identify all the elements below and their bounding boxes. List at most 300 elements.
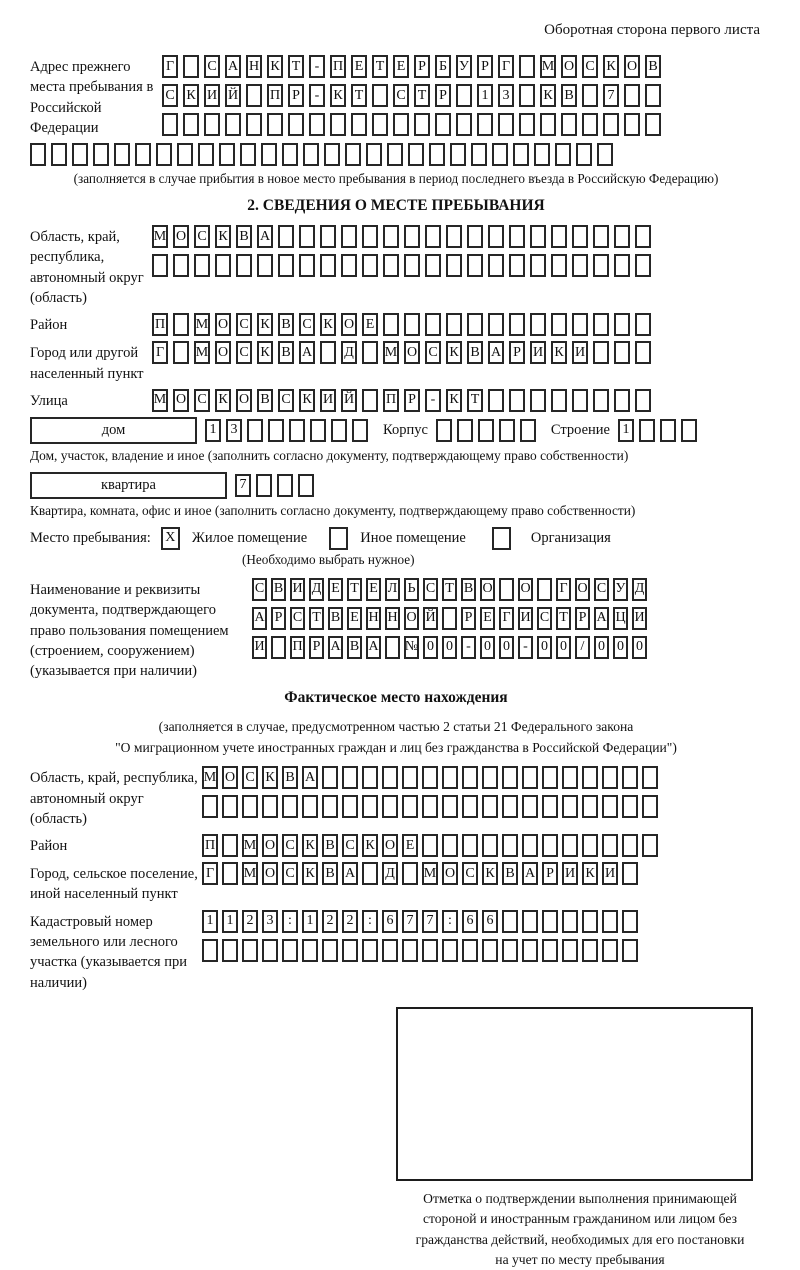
char-box[interactable]: П bbox=[290, 636, 305, 659]
char-box[interactable]: Е bbox=[402, 834, 418, 857]
char-box[interactable]: В bbox=[502, 862, 518, 885]
char-box[interactable] bbox=[488, 389, 504, 412]
char-box[interactable] bbox=[362, 389, 378, 412]
char-box[interactable] bbox=[639, 419, 655, 442]
char-box[interactable]: С bbox=[252, 578, 267, 601]
char-box[interactable] bbox=[602, 795, 618, 818]
char-box[interactable] bbox=[562, 766, 578, 789]
char-box[interactable] bbox=[488, 254, 504, 277]
char-box[interactable] bbox=[551, 389, 567, 412]
char-box[interactable] bbox=[624, 113, 640, 136]
char-box[interactable]: О bbox=[624, 55, 640, 78]
char-box[interactable]: - bbox=[461, 636, 476, 659]
char-box[interactable] bbox=[383, 313, 399, 336]
char-box[interactable] bbox=[442, 939, 458, 962]
char-box[interactable]: К bbox=[302, 834, 318, 857]
char-box[interactable] bbox=[352, 419, 368, 442]
char-box[interactable]: О bbox=[404, 341, 420, 364]
char-box[interactable] bbox=[502, 795, 518, 818]
char-box[interactable] bbox=[446, 313, 462, 336]
char-box[interactable]: Г bbox=[162, 55, 178, 78]
char-box[interactable]: В bbox=[347, 636, 362, 659]
char-box[interactable] bbox=[242, 939, 258, 962]
char-box[interactable]: С bbox=[537, 607, 552, 630]
char-box[interactable]: К bbox=[482, 862, 498, 885]
char-box[interactable] bbox=[30, 143, 46, 166]
char-box[interactable]: Т bbox=[347, 578, 362, 601]
char-box[interactable]: С bbox=[236, 313, 252, 336]
char-box[interactable] bbox=[622, 766, 638, 789]
char-box[interactable]: И bbox=[290, 578, 305, 601]
char-box[interactable]: О bbox=[173, 225, 189, 248]
char-box[interactable]: 7 bbox=[402, 910, 418, 933]
char-box[interactable] bbox=[345, 143, 361, 166]
char-box[interactable] bbox=[635, 341, 651, 364]
char-box[interactable]: И bbox=[204, 84, 220, 107]
char-box[interactable]: Й bbox=[225, 84, 241, 107]
char-box[interactable]: 6 bbox=[462, 910, 478, 933]
char-box[interactable] bbox=[602, 834, 618, 857]
char-box[interactable]: И bbox=[632, 607, 647, 630]
char-box[interactable] bbox=[603, 113, 619, 136]
char-box[interactable]: Р bbox=[309, 636, 324, 659]
char-box[interactable] bbox=[436, 419, 452, 442]
char-box[interactable]: 1 bbox=[205, 419, 221, 442]
char-box[interactable] bbox=[408, 143, 424, 166]
char-box[interactable] bbox=[278, 225, 294, 248]
char-box[interactable]: Т bbox=[442, 578, 457, 601]
char-box[interactable]: 0 bbox=[613, 636, 628, 659]
char-box[interactable] bbox=[446, 254, 462, 277]
char-box[interactable]: Ь bbox=[404, 578, 419, 601]
char-box[interactable]: 1 bbox=[222, 910, 238, 933]
char-box[interactable]: Т bbox=[414, 84, 430, 107]
char-box[interactable]: А bbox=[328, 636, 343, 659]
char-box[interactable]: Б bbox=[435, 55, 451, 78]
char-box[interactable]: М bbox=[242, 834, 258, 857]
char-box[interactable]: И bbox=[572, 341, 588, 364]
char-box[interactable]: Г bbox=[556, 578, 571, 601]
char-box[interactable] bbox=[262, 939, 278, 962]
char-box[interactable] bbox=[457, 419, 473, 442]
char-box[interactable]: А bbox=[252, 607, 267, 630]
char-box[interactable] bbox=[582, 795, 598, 818]
char-box[interactable]: Г bbox=[498, 55, 514, 78]
char-box[interactable] bbox=[660, 419, 676, 442]
char-box[interactable]: К bbox=[320, 313, 336, 336]
char-box[interactable] bbox=[322, 939, 338, 962]
char-box[interactable] bbox=[342, 766, 358, 789]
char-box[interactable] bbox=[555, 143, 571, 166]
char-box[interactable]: О bbox=[341, 313, 357, 336]
char-box[interactable]: Р bbox=[404, 389, 420, 412]
char-box[interactable] bbox=[642, 766, 658, 789]
char-box[interactable] bbox=[402, 939, 418, 962]
char-box[interactable] bbox=[488, 313, 504, 336]
char-box[interactable] bbox=[330, 113, 346, 136]
char-box[interactable] bbox=[520, 419, 536, 442]
char-box[interactable]: Т bbox=[556, 607, 571, 630]
char-box[interactable] bbox=[152, 254, 168, 277]
char-box[interactable]: М bbox=[242, 862, 258, 885]
char-box[interactable]: Е bbox=[347, 607, 362, 630]
char-box[interactable]: 7 bbox=[603, 84, 619, 107]
char-box[interactable] bbox=[302, 795, 318, 818]
char-box[interactable] bbox=[351, 113, 367, 136]
char-box[interactable]: П bbox=[152, 313, 168, 336]
char-box[interactable]: В bbox=[271, 578, 286, 601]
char-box[interactable]: К bbox=[257, 341, 273, 364]
char-box[interactable]: : bbox=[282, 910, 298, 933]
char-box[interactable]: - bbox=[309, 55, 325, 78]
char-box[interactable] bbox=[303, 143, 319, 166]
char-box[interactable]: В bbox=[328, 607, 343, 630]
char-box[interactable]: № bbox=[404, 636, 419, 659]
char-box[interactable]: О bbox=[561, 55, 577, 78]
char-box[interactable] bbox=[519, 113, 535, 136]
char-box[interactable] bbox=[442, 834, 458, 857]
char-box[interactable] bbox=[341, 254, 357, 277]
char-box[interactable] bbox=[593, 389, 609, 412]
char-box[interactable] bbox=[542, 910, 558, 933]
char-box[interactable] bbox=[387, 143, 403, 166]
char-box[interactable]: В bbox=[461, 578, 476, 601]
char-box[interactable]: О bbox=[575, 578, 590, 601]
char-box[interactable]: И bbox=[530, 341, 546, 364]
char-box[interactable] bbox=[362, 795, 378, 818]
char-box[interactable] bbox=[456, 113, 472, 136]
char-box[interactable] bbox=[383, 225, 399, 248]
char-box[interactable]: С bbox=[462, 862, 478, 885]
char-box[interactable]: А bbox=[522, 862, 538, 885]
char-box[interactable] bbox=[635, 389, 651, 412]
char-box[interactable]: К bbox=[446, 341, 462, 364]
char-box[interactable] bbox=[513, 143, 529, 166]
char-box[interactable]: В bbox=[467, 341, 483, 364]
char-box[interactable]: И bbox=[602, 862, 618, 885]
char-box[interactable] bbox=[446, 225, 462, 248]
char-box[interactable]: 2 bbox=[342, 910, 358, 933]
char-box[interactable] bbox=[247, 419, 263, 442]
char-box[interactable]: 0 bbox=[423, 636, 438, 659]
char-box[interactable] bbox=[302, 939, 318, 962]
char-box[interactable]: В bbox=[278, 313, 294, 336]
char-box[interactable] bbox=[534, 143, 550, 166]
char-box[interactable] bbox=[622, 910, 638, 933]
char-box[interactable] bbox=[522, 939, 538, 962]
char-box[interactable]: 1 bbox=[618, 419, 634, 442]
char-box[interactable] bbox=[562, 939, 578, 962]
char-box[interactable]: Р bbox=[477, 55, 493, 78]
char-box[interactable] bbox=[551, 225, 567, 248]
char-box[interactable]: М bbox=[194, 313, 210, 336]
char-box[interactable] bbox=[256, 474, 272, 497]
char-box[interactable]: 2 bbox=[322, 910, 338, 933]
char-box[interactable] bbox=[482, 939, 498, 962]
char-box[interactable]: К bbox=[551, 341, 567, 364]
char-box[interactable] bbox=[422, 766, 438, 789]
char-box[interactable] bbox=[622, 795, 638, 818]
char-box[interactable]: М bbox=[152, 389, 168, 412]
char-box[interactable]: Е bbox=[351, 55, 367, 78]
char-box[interactable] bbox=[645, 84, 661, 107]
char-box[interactable]: А bbox=[302, 766, 318, 789]
char-box[interactable] bbox=[215, 254, 231, 277]
char-box[interactable] bbox=[530, 313, 546, 336]
char-box[interactable]: Р bbox=[461, 607, 476, 630]
char-box[interactable] bbox=[593, 341, 609, 364]
char-box[interactable]: П bbox=[383, 389, 399, 412]
char-box[interactable] bbox=[320, 225, 336, 248]
char-box[interactable]: Г bbox=[499, 607, 514, 630]
char-box[interactable] bbox=[372, 113, 388, 136]
char-box[interactable] bbox=[614, 313, 630, 336]
char-box[interactable] bbox=[635, 225, 651, 248]
char-box[interactable] bbox=[268, 419, 284, 442]
char-box[interactable]: С bbox=[236, 341, 252, 364]
char-box[interactable] bbox=[222, 862, 238, 885]
house-type-box[interactable]: дом bbox=[30, 417, 197, 444]
char-box[interactable]: П bbox=[330, 55, 346, 78]
char-box[interactable]: Р bbox=[509, 341, 525, 364]
char-box[interactable] bbox=[299, 254, 315, 277]
char-box[interactable] bbox=[435, 113, 451, 136]
char-box[interactable] bbox=[261, 143, 277, 166]
char-box[interactable]: Е bbox=[366, 578, 381, 601]
char-box[interactable]: О bbox=[404, 607, 419, 630]
char-box[interactable] bbox=[425, 254, 441, 277]
char-box[interactable] bbox=[402, 766, 418, 789]
char-box[interactable] bbox=[173, 341, 189, 364]
char-box[interactable]: А bbox=[257, 225, 273, 248]
char-box[interactable] bbox=[530, 389, 546, 412]
char-box[interactable]: П bbox=[202, 834, 218, 857]
char-box[interactable] bbox=[572, 313, 588, 336]
char-box[interactable]: Й bbox=[423, 607, 438, 630]
char-box[interactable] bbox=[404, 225, 420, 248]
char-box[interactable] bbox=[467, 313, 483, 336]
char-box[interactable] bbox=[614, 341, 630, 364]
char-box[interactable]: Г bbox=[202, 862, 218, 885]
char-box[interactable]: С bbox=[342, 834, 358, 857]
char-box[interactable] bbox=[482, 795, 498, 818]
char-box[interactable] bbox=[246, 84, 262, 107]
char-box[interactable]: Р bbox=[542, 862, 558, 885]
char-box[interactable] bbox=[519, 84, 535, 107]
char-box[interactable]: М bbox=[152, 225, 168, 248]
char-box[interactable]: 7 bbox=[235, 474, 251, 497]
char-box[interactable] bbox=[582, 939, 598, 962]
char-box[interactable]: К bbox=[262, 766, 278, 789]
char-box[interactable] bbox=[204, 113, 220, 136]
char-box[interactable] bbox=[642, 834, 658, 857]
char-box[interactable]: Й bbox=[341, 389, 357, 412]
char-box[interactable]: Р bbox=[414, 55, 430, 78]
char-box[interactable]: : bbox=[362, 910, 378, 933]
char-box[interactable]: С bbox=[582, 55, 598, 78]
char-box[interactable]: Д bbox=[632, 578, 647, 601]
char-box[interactable]: М bbox=[422, 862, 438, 885]
char-box[interactable]: О bbox=[480, 578, 495, 601]
checkbox-organizaciya[interactable] bbox=[492, 527, 511, 550]
char-box[interactable]: В bbox=[282, 766, 298, 789]
char-box[interactable] bbox=[382, 795, 398, 818]
char-box[interactable]: Т bbox=[288, 55, 304, 78]
char-box[interactable]: К bbox=[215, 389, 231, 412]
char-box[interactable] bbox=[382, 939, 398, 962]
char-box[interactable]: С bbox=[194, 389, 210, 412]
char-box[interactable] bbox=[492, 143, 508, 166]
char-box[interactable]: И bbox=[562, 862, 578, 885]
char-box[interactable] bbox=[482, 766, 498, 789]
char-box[interactable] bbox=[614, 225, 630, 248]
char-box[interactable] bbox=[298, 474, 314, 497]
char-box[interactable] bbox=[635, 254, 651, 277]
char-box[interactable]: В bbox=[322, 862, 338, 885]
char-box[interactable] bbox=[602, 910, 618, 933]
char-box[interactable]: Р bbox=[271, 607, 286, 630]
char-box[interactable] bbox=[471, 143, 487, 166]
char-box[interactable] bbox=[582, 113, 598, 136]
char-box[interactable] bbox=[462, 795, 478, 818]
char-box[interactable]: В bbox=[561, 84, 577, 107]
char-box[interactable]: О bbox=[442, 862, 458, 885]
char-box[interactable]: Н bbox=[385, 607, 400, 630]
char-box[interactable]: К bbox=[362, 834, 378, 857]
char-box[interactable] bbox=[542, 795, 558, 818]
char-box[interactable]: 1 bbox=[302, 910, 318, 933]
char-box[interactable] bbox=[467, 254, 483, 277]
char-box[interactable] bbox=[173, 254, 189, 277]
char-box[interactable] bbox=[282, 795, 298, 818]
char-box[interactable]: 1 bbox=[477, 84, 493, 107]
char-box[interactable]: Е bbox=[393, 55, 409, 78]
char-box[interactable] bbox=[222, 795, 238, 818]
char-box[interactable] bbox=[582, 84, 598, 107]
char-box[interactable] bbox=[530, 225, 546, 248]
char-box[interactable]: Д bbox=[309, 578, 324, 601]
char-box[interactable]: М bbox=[383, 341, 399, 364]
char-box[interactable] bbox=[582, 834, 598, 857]
checkbox-inoe[interactable] bbox=[329, 527, 348, 550]
char-box[interactable] bbox=[422, 834, 438, 857]
char-box[interactable] bbox=[442, 766, 458, 789]
char-box[interactable] bbox=[366, 143, 382, 166]
char-box[interactable] bbox=[551, 254, 567, 277]
char-box[interactable] bbox=[542, 766, 558, 789]
char-box[interactable] bbox=[593, 225, 609, 248]
char-box[interactable]: К bbox=[267, 55, 283, 78]
char-box[interactable] bbox=[542, 834, 558, 857]
char-box[interactable] bbox=[362, 939, 378, 962]
char-box[interactable] bbox=[289, 419, 305, 442]
char-box[interactable] bbox=[602, 766, 618, 789]
char-box[interactable]: А bbox=[488, 341, 504, 364]
char-box[interactable] bbox=[582, 766, 598, 789]
char-box[interactable] bbox=[257, 254, 273, 277]
char-box[interactable]: А bbox=[225, 55, 241, 78]
char-box[interactable] bbox=[425, 313, 441, 336]
char-box[interactable] bbox=[462, 834, 478, 857]
char-box[interactable] bbox=[310, 419, 326, 442]
char-box[interactable] bbox=[551, 313, 567, 336]
char-box[interactable] bbox=[404, 313, 420, 336]
char-box[interactable] bbox=[442, 607, 457, 630]
char-box[interactable] bbox=[572, 225, 588, 248]
char-box[interactable] bbox=[135, 143, 151, 166]
char-box[interactable] bbox=[202, 795, 218, 818]
char-box[interactable] bbox=[93, 143, 109, 166]
char-box[interactable] bbox=[429, 143, 445, 166]
char-box[interactable]: А bbox=[342, 862, 358, 885]
char-box[interactable]: - bbox=[425, 389, 441, 412]
char-box[interactable]: К bbox=[446, 389, 462, 412]
char-box[interactable]: М bbox=[540, 55, 556, 78]
char-box[interactable] bbox=[478, 419, 494, 442]
char-box[interactable] bbox=[362, 766, 378, 789]
char-box[interactable]: 7 bbox=[422, 910, 438, 933]
char-box[interactable] bbox=[194, 254, 210, 277]
char-box[interactable] bbox=[341, 225, 357, 248]
char-box[interactable] bbox=[642, 795, 658, 818]
char-box[interactable]: У bbox=[456, 55, 472, 78]
char-box[interactable]: 0 bbox=[594, 636, 609, 659]
char-box[interactable]: Д bbox=[382, 862, 398, 885]
char-box[interactable] bbox=[562, 795, 578, 818]
char-box[interactable] bbox=[282, 939, 298, 962]
char-box[interactable] bbox=[681, 419, 697, 442]
char-box[interactable]: А bbox=[594, 607, 609, 630]
char-box[interactable]: Р bbox=[435, 84, 451, 107]
char-box[interactable] bbox=[278, 254, 294, 277]
char-box[interactable] bbox=[537, 578, 552, 601]
char-box[interactable]: О bbox=[382, 834, 398, 857]
char-box[interactable] bbox=[502, 766, 518, 789]
char-box[interactable] bbox=[422, 939, 438, 962]
char-box[interactable]: К bbox=[299, 389, 315, 412]
char-box[interactable] bbox=[372, 84, 388, 107]
char-box[interactable] bbox=[246, 113, 262, 136]
char-box[interactable]: Г bbox=[152, 341, 168, 364]
char-box[interactable]: 2 bbox=[242, 910, 258, 933]
char-box[interactable] bbox=[502, 939, 518, 962]
char-box[interactable]: П bbox=[267, 84, 283, 107]
char-box[interactable] bbox=[320, 341, 336, 364]
char-box[interactable] bbox=[425, 225, 441, 248]
char-box[interactable] bbox=[173, 313, 189, 336]
char-box[interactable]: С bbox=[278, 389, 294, 412]
char-box[interactable]: Е bbox=[328, 578, 343, 601]
char-box[interactable] bbox=[404, 254, 420, 277]
char-box[interactable] bbox=[456, 84, 472, 107]
char-box[interactable] bbox=[320, 254, 336, 277]
char-box[interactable] bbox=[309, 113, 325, 136]
char-box[interactable]: Н bbox=[246, 55, 262, 78]
char-box[interactable] bbox=[393, 113, 409, 136]
char-box[interactable]: - bbox=[309, 84, 325, 107]
char-box[interactable] bbox=[635, 313, 651, 336]
char-box[interactable]: О bbox=[262, 862, 278, 885]
char-box[interactable]: - bbox=[518, 636, 533, 659]
char-box[interactable] bbox=[562, 834, 578, 857]
char-box[interactable] bbox=[522, 910, 538, 933]
char-box[interactable]: 0 bbox=[556, 636, 571, 659]
char-box[interactable] bbox=[509, 254, 525, 277]
char-box[interactable]: / bbox=[575, 636, 590, 659]
char-box[interactable] bbox=[202, 939, 218, 962]
char-box[interactable] bbox=[225, 113, 241, 136]
char-box[interactable]: 1 bbox=[202, 910, 218, 933]
